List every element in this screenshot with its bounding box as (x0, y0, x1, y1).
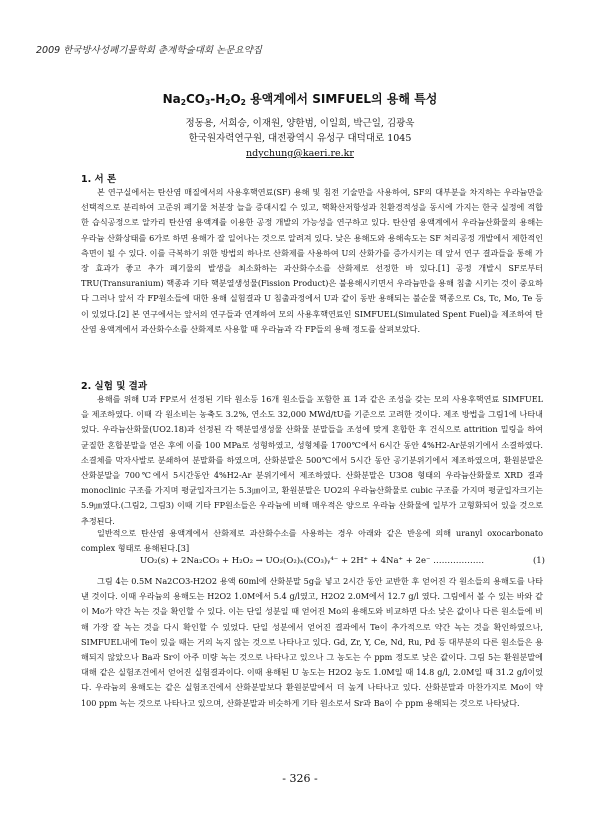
section-heading-results: 2. 실험 및 결과 (81, 381, 148, 392)
results-paragraph-1: 용해를 위해 U과 FP로서 선정된 기타 원소등 16개 원소들을 포함한 표 1과 같은 조성을 갖는 모의 사용후핵연료 SIMFUEL을 제조하였다. 이때 각 원소비는 농축도 3.2%, 연소도 32,000 MWd/tU를 기준으로 고려한 것이다. 제조 방법을 그림1에 나타내었다. 우라늄산화물(UO2.18)과 선정된 각 핵분열생성물 산화물 분말들을 조성에 맞게 혼합한 후 건식으로 attrition 밀링을 하여 균질한 혼합분말을 얻은 후에 이를 100 MPa로 성형하였고, 성형체를 1700℃에서 6시간 동안 4%H2-Ar분위기에서 소결하였다. 소결체를 막자사발로 분쇄하여 분말화를 하였으며, 산화분말은 500℃에서 5시간 동안 공기분위기에서 제조하였으며, 환원분말은 산화분말을 700℃에서 5시간동안 4%H2-Ar 분위기에서 제조하였다. 산화분말은 U3O8 형태의 우라늄산화물로 XRD 결과 monoclinic 구조를 가지며 평균입자크기는 5.3㎛이고, 환원분말은 UO2의 우라늄산화물로 cubic 구조를 가지며 평균입자크기는 5.9㎛였다.(그림2, 그림3) 이때 기타 FP원소들은 우라늄에 비해 매우적은 양으로 우라늄 산화물에 일부가 고형화되어 있을 것으로 추정된다. (81, 394, 543, 526)
author-email[interactable]: ndychung@kaeri.re.kr (246, 148, 354, 159)
results-paragraph-3: 그림 4는 0.5M Na2CO3-H2O2 용액 60ml에 산화분말 5g을 넣고 2시간 동안 교반한 후 얻어진 각 원소들의 용해도를 나타낸 것이다. 이때 우라늄의 용해도는 H2O2 1.0M에서 5.4 g/l였고, H2O2 2.0M에서 12.7 g/l 였다. 그림에서 볼 수 있는 바와 같이 Mo가 약간 녹는 것을 확인할 수 있다. 이는 단일 성분일 때 얻어진 Mo의 용해도와 비교하면 다소 낮은 값이나 다른 원소들에 비해 가장 잘 녹는 것을 다시 확인할 수 있었다. 단일 성분에서 얻어진 결과에서 Te이 추가적으로 약간 녹는 것을 확인하였으나, SIMFUEL내에 Te이 있을 때는 거의 녹지 않는 것으로 나타나고 있다. Gd, Zr, Y, Ce, Nd, Ru, Pd 등 대부분의 다른 원소들은 용해되지 않았으나 Ba과 Sr이 아주 미량 녹는 것으로 나타나고 있으나 그 농도는 수 ppm 정도로 낮은 값이다. 그림 5는 환원분말에 대해 같은 실험조건에서 얻어진 실험결과이다. 이때 용해된 U 농도는 H2O2 농도 1.0M일 때 14.8 g/l, 2.0M일 때 31.2 g/l이었다. 우라늄의 용해도는 같은 실험조건에서 산화분말보다 환원분말에서 더 높게 나타나고 있다. 산화분말과 마찬가지로 Mo이 약 100 ppm 녹는 것으로 나타나고 있으며, 산화분말과 비슷하게 기타 원소로서 Sr과 Ba이 수 ppm 용해되는 것으로 나타났다. (81, 576, 543, 708)
author-names: 정동용, 서희승, 이재원, 양한범, 이일희, 박근일, 김광욱 (185, 118, 415, 129)
intro-paragraph: 본 연구실에서는 탄산염 매질에서의 사용후핵연료(SF) 용해 및 침전 기술만을 사용하여, SF의 대부분을 차지하는 우라늄만을 선택적으로 분리하여 고준위 폐기물 처분장 늘을 증대시킬 수 있고, 핵확산저항성과 친환경적성을 동시에 가지는 한국 실정에 적합한 습식공정으로 알카리 탄산염 용액계를 이용한 공정 개발의 가능성을 연구하고 있다. 탄산염 용액계에서 우라늄산화물의 용해는 우라늄 산화상태를 6가로 하면 용해가 잘 일어나는 것으로 알려져 있다. 낮은 용해도와 용해속도는 SF 처리공정 개발에서 제한적인 측면이 될 수 있다. 이를 극복하기 위한 방법의 하나로 산화제를 사용하여 U의 산화가를 증가시키는 데 앞서 연구 결과들을 통해 가장 효과가 좋고 추가 폐기물의 발생을 최소화하는 과산화수소를 산화제로 선정한 바 있다.[1] 공정 개발시 SF로부터 TRU(Transuranium) 핵종과 기타 핵분열생성물(Fission Product)은 불용해시키면서 우라늄만을 용해 침출 시키는 것이 중요하다 그러나 앞서 각 FP원소들에 대한 용해 실험결과 U 침출과정에서 U과 같이 동반 용해되는 불순물 핵종으로 Cs, Tc, Mo, Te 등이 있었다.[2] 본 연구에서는 앞서의 연구들과 연계하여 모의 사용후핵연료인 SIMFUEL(Simulated Spent Fuel)을 제조하여 탄산염 용액계에서 과산화수소를 산화제로 사용할 때 우라늄과 각 FP들의 용해 정도를 살펴보았다. (81, 187, 543, 334)
section-heading-intro: 1. 서 론 (81, 174, 117, 185)
running-header: 2009 한국방사성폐기물학회 춘계학술대회 논문요약집 (36, 45, 262, 56)
author-block (0, 116, 600, 161)
paper-title: $Na_2CO_3-H_2O_2$ 용액계에서 SIMFUEL의 용해 특성 (162, 92, 438, 107)
equation-number: (1) (532, 556, 545, 566)
equation-body: UO₂(s) + 2Na₂CO₃ + H₂O₂ → UO₂(O₂)ₓ(CO₃)ᵧ⁴⁻ + 2H⁺ + 4Na⁺ + 2e⁻ ……………… (140, 556, 485, 566)
page-number: - 326 - (282, 772, 318, 785)
reaction-equation (140, 556, 545, 566)
results-paragraph-2: 일반적으로 탄산염 용액계에서 산화제로 과산화수소를 사용하는 경우 아래와 같은 반응에 의해 uranyl oxocarbonato complex 형태로 용해된다.[3] (81, 528, 543, 554)
author-affiliation: 한국원자력연구원, 대전광역시 유성구 대덕대로 1045 (188, 133, 412, 144)
